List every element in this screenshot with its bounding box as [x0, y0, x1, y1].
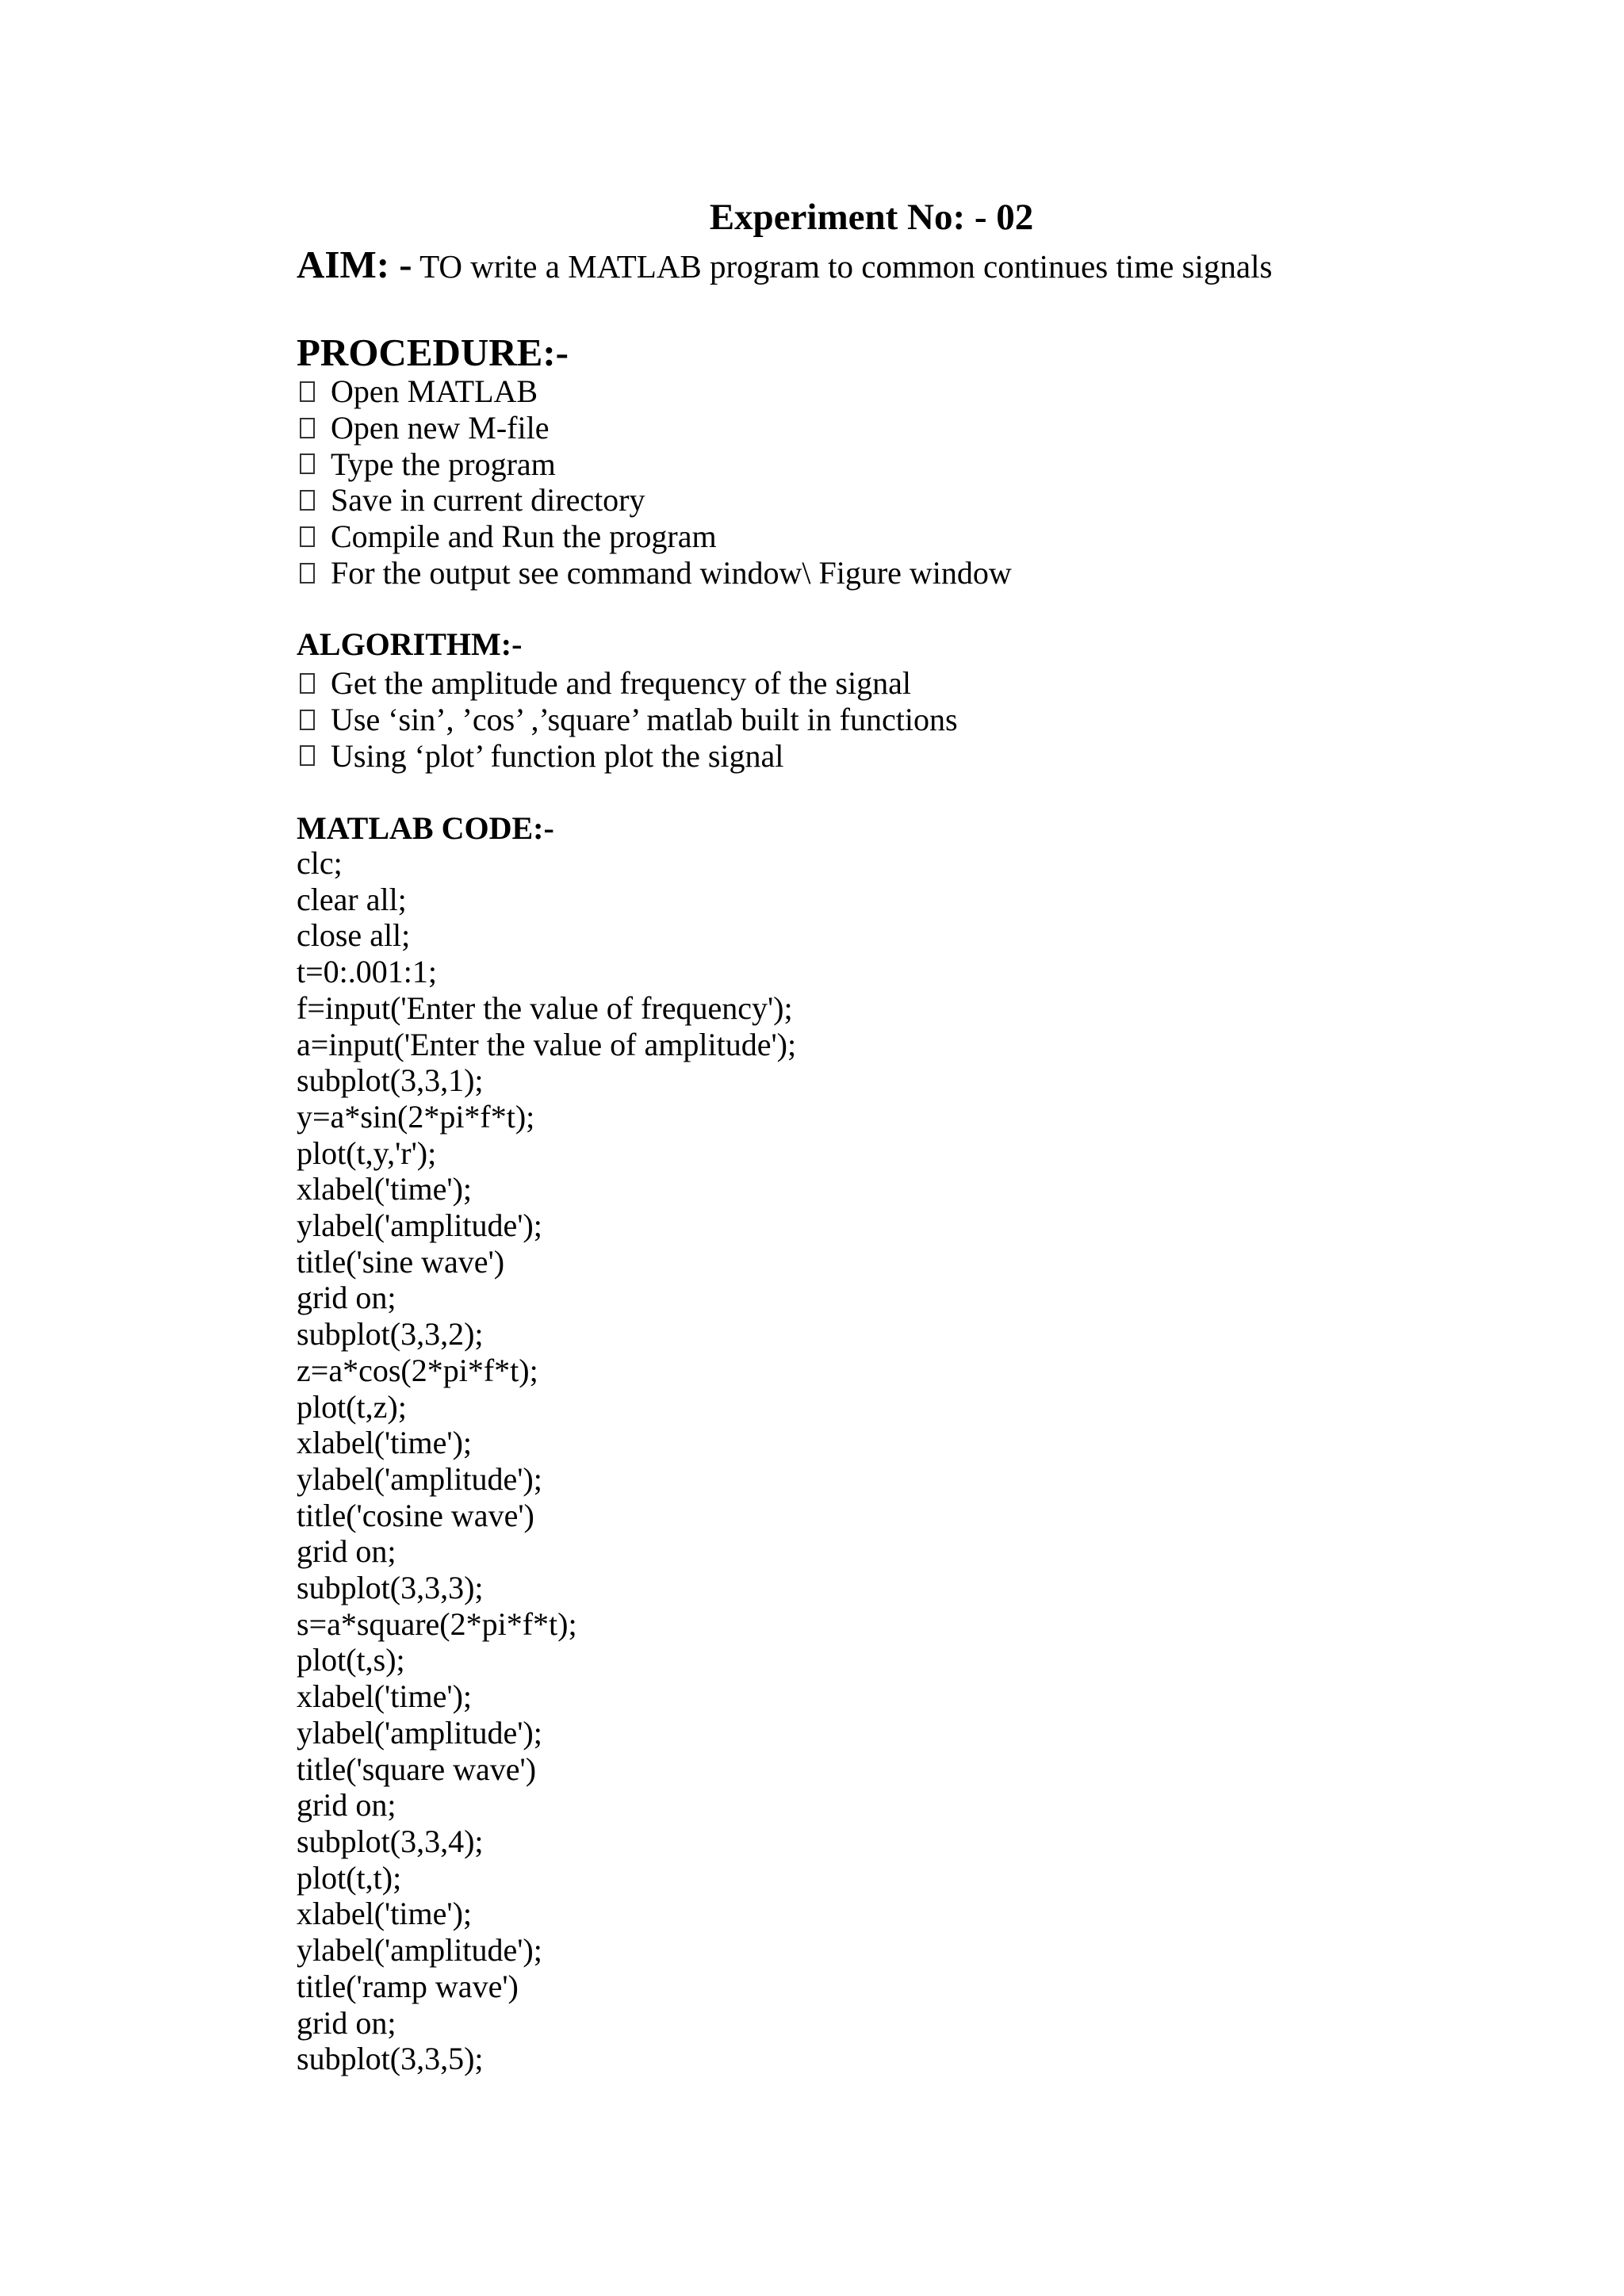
code-line: xlabel('time'); — [297, 1425, 472, 1461]
bullet-box-icon — [300, 563, 315, 584]
bullet-box-icon — [300, 490, 315, 511]
list-item-text: Get the amplitude and frequency of the signal — [331, 665, 911, 701]
code-line: s=a*square(2*pi*f*t); — [297, 1605, 577, 1642]
aim-statement — [297, 243, 1272, 289]
code-line: subplot(3,3,3); — [297, 1570, 484, 1606]
list-item — [297, 446, 1012, 483]
aim-label: AIM: - — [297, 243, 412, 286]
code-line: z=a*cos(2*pi*f*t); — [297, 1352, 538, 1388]
code-line: grid on; — [297, 1533, 396, 1570]
list-item-text: Open MATLAB — [331, 373, 538, 409]
list-item-text: For the output see command window\ Figure window — [331, 554, 1012, 591]
code-line: t=0:.001:1; — [297, 954, 438, 990]
bullet-box-icon — [300, 673, 315, 694]
code-line: xlabel('time'); — [297, 1896, 472, 1932]
bullet-box-icon — [300, 418, 315, 438]
list-item-text: Type the program — [331, 446, 556, 482]
code-line: clc; — [297, 845, 343, 881]
bullet-box-icon — [300, 381, 315, 402]
list-item — [297, 665, 958, 702]
list-item-text: Open new M-file — [331, 409, 550, 446]
code-line: y=a*sin(2*pi*f*t); — [297, 1098, 535, 1135]
code-line: title('square wave') — [297, 1751, 537, 1787]
list-item — [297, 519, 1012, 555]
list-item — [297, 410, 1012, 446]
code-line: xlabel('time'); — [297, 1678, 472, 1715]
code-line: f=input('Enter the value of frequency'); — [297, 989, 793, 1026]
code-line: ylabel('amplitude'); — [297, 1932, 542, 1969]
code-line: title('ramp wave') — [297, 1968, 519, 2004]
code-line: grid on; — [297, 1787, 396, 1823]
list-item-text: Compile and Run the program — [331, 519, 717, 555]
bullet-box-icon — [300, 745, 315, 766]
list-item-text: Use ‘sin’, ’cos’ ,’square’ matlab built in functions — [331, 701, 958, 737]
list-item — [297, 373, 1012, 410]
code-line: plot(t,y,'r'); — [297, 1135, 437, 1171]
code-line: a=input('Enter the value of amplitude'); — [297, 1026, 797, 1062]
bullet-box-icon — [300, 710, 315, 730]
list-item — [297, 482, 1012, 519]
code-line: subplot(3,3,5); — [297, 2041, 484, 2077]
matlab-code-heading: MATLAB CODE:- — [297, 810, 554, 846]
list-item — [297, 702, 958, 738]
code-line: clear all; — [297, 881, 407, 917]
bullet-box-icon — [300, 453, 315, 474]
code-line: subplot(3,3,1); — [297, 1062, 484, 1099]
aim-text: TO write a MATLAB program to common continues time signals — [412, 248, 1273, 285]
code-line: plot(t,z); — [297, 1388, 407, 1425]
list-item-text: Save in current directory — [331, 482, 645, 519]
code-line: plot(t,s); — [297, 1642, 405, 1678]
code-line: subplot(3,3,2); — [297, 1316, 484, 1353]
code-line: title('cosine wave') — [297, 1497, 534, 1533]
bullet-box-icon — [300, 526, 315, 547]
code-line: title('sine wave') — [297, 1243, 505, 1280]
procedure-list — [297, 373, 1012, 591]
code-line: plot(t,t); — [297, 1859, 402, 1896]
code-line: ylabel('amplitude'); — [297, 1714, 542, 1751]
code-line: ylabel('amplitude'); — [297, 1460, 542, 1497]
procedure-heading: PROCEDURE:- — [297, 331, 569, 374]
algorithm-list — [297, 665, 958, 774]
algorithm-heading: ALGORITHM:- — [297, 626, 523, 662]
code-line: grid on; — [297, 1280, 396, 1316]
list-item — [297, 738, 958, 775]
code-line: subplot(3,3,4); — [297, 1823, 484, 1859]
code-line: ylabel('amplitude'); — [297, 1207, 542, 1244]
code-line: xlabel('time'); — [297, 1171, 472, 1207]
code-line: close all; — [297, 917, 411, 954]
list-item-text: Using ‘plot’ function plot the signal — [331, 737, 784, 774]
code-line: grid on; — [297, 2004, 396, 2041]
matlab-code-block — [297, 845, 796, 2077]
list-item — [297, 555, 1012, 591]
page-title: Experiment No: - 02 — [709, 197, 1034, 238]
